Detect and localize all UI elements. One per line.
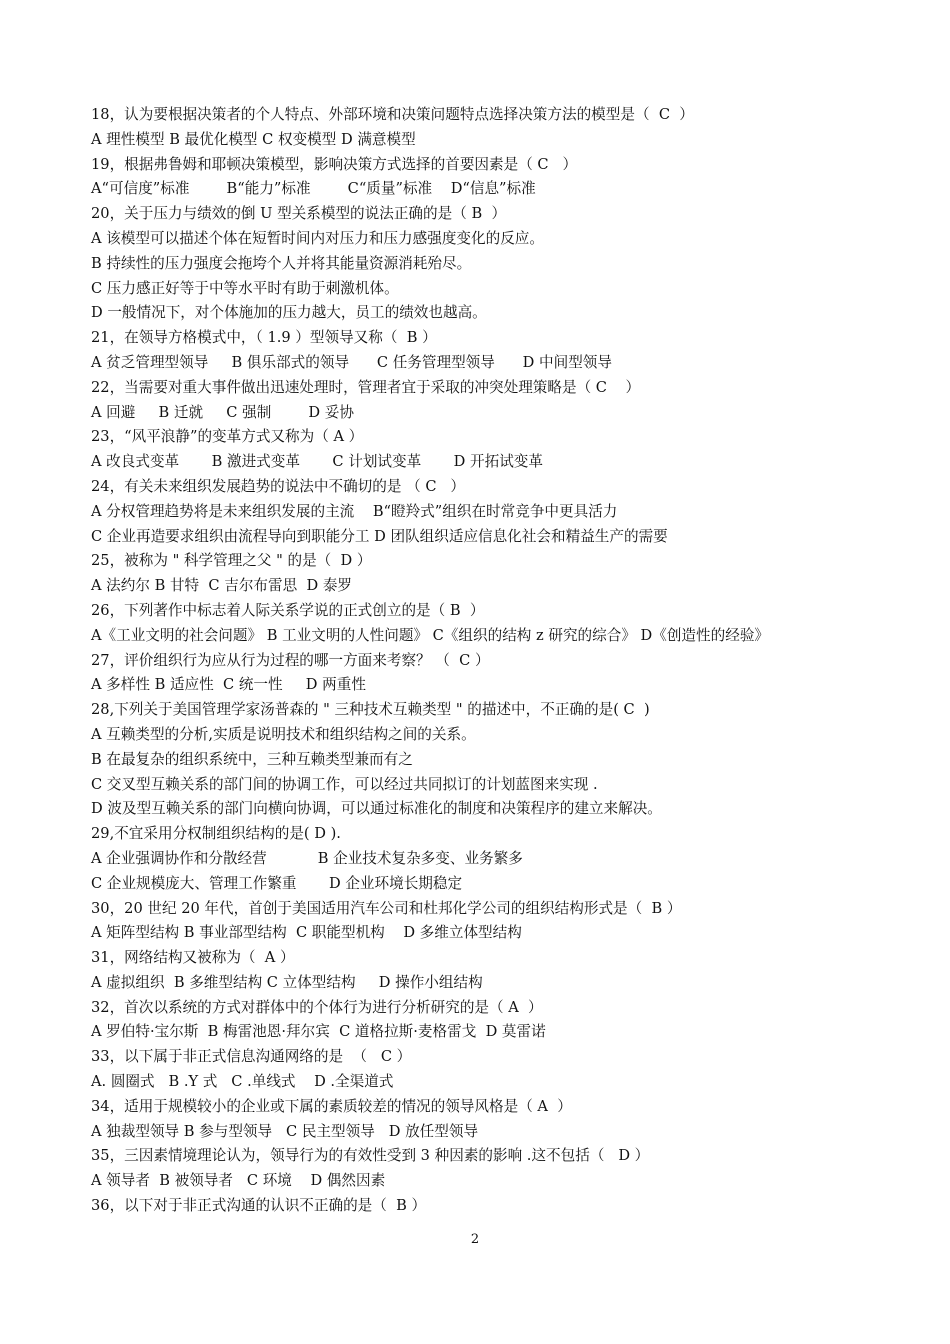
question-list [91,103,911,1219]
text-line: A 法约尔 B 甘特 C 吉尔布雷思 D 泰罗 [91,577,353,595]
text-line: 24，有关未来组织发展趋势的说法中不确切的是 （ C ） [91,477,465,495]
text-line: A《工业文明的社会问题》 B 工业文明的人性问题》 C《组织的结构 z 研究的综合》 D《创造性的经验》 [91,626,770,644]
text-line: C 压力感正好等于中等水平时有助于刺激机体。 [91,279,399,297]
text-line: 28,下列关于美国管理学家汤普森的 " 三种技术互赖类型 " 的描述中，不正确的是( C ) [91,701,650,719]
text-line: A 互赖类型的分析,实质是说明技术和组织结构之间的关系。 [91,725,476,743]
text-line: A 企业强调协作和分散经营 B 企业技术复杂多变、业务繁多 [91,849,523,867]
text-line: 33，以下属于非正式信息沟通网络的是 （ C ） [91,1048,412,1066]
text-line: A 罗伯特·宝尔斯 B 梅雷池恩·拜尔宾 C 道格拉斯·麦格雷戈 D 莫雷诺 [91,1023,546,1041]
text-line: A. 圆圈式 B .Y 式 C .单线式 D .全渠道式 [91,1073,394,1091]
text-line: 34，适用于规模较小的企业或下属的素质较差的情况的领导风格是（ A ） [91,1097,572,1115]
text-line: 27，评价组织行为应从行为过程的哪一方面来考察？ （ C ） [91,651,490,669]
text-line: 26，下列著作中标志着人际关系学说的正式创立的是（ B ） [91,601,485,619]
text-line: 35，三因素情境理论认为，领导行为的有效性受到 3 种因素的影响 .这不包括（ D ） [91,1147,650,1165]
text-line: 32，首次以系统的方式对群体中的个体行为进行分析研究的是（ A ） [91,998,543,1016]
text-line: A 虚拟组织 B 多维型结构 C 立体型结构 D 操作小组结构 [91,973,483,991]
text-line: 31，网络结构又被称为（ A ） [91,949,295,967]
text-line: A 理性模型 B 最优化模型 C 权变模型 D 满意模型 [91,130,416,148]
text-line: 19，根据弗鲁姆和耶顿决策模型，影响决策方式选择的首要因素是（ C ） [91,155,578,173]
text-line: 23，“风平浪静”的变革方式又称为（ A ） [91,428,364,446]
text-line: 20，关于压力与绩效的倒 U 型关系模型的说法正确的是（ B ） [91,205,507,223]
text-line: B 在最复杂的组织系统中，三种互赖类型兼而有之 [91,750,413,768]
text-line: C 交叉型互赖关系的部门间的协调工作，可以经过共同拟订的计划蓝图来实现 . [91,775,598,793]
text-line: A 回避 B 迁就 C 强制 D 妥协 [91,403,354,421]
text-line: A“可信度”标准 B“能力”标准 C“质量”标准 D“信息”标准 [91,180,536,198]
text-line: A 贫乏管理型领导 B 俱乐部式的领导 C 任务管理型领导 D 中间型领导 [91,353,612,371]
text-line: 22，当需要对重大事件做出迅速处理时，管理者宜于采取的冲突处理策略是（ C ） [91,378,641,396]
text-line: A 领导者 B 被领导者 C 环境 D 偶然因素 [91,1172,386,1190]
page-number: 2 [470,1232,480,1247]
text-line: 21，在领导方格模式中，（ 1.9 ）型领导又称（ B ） [91,329,437,347]
text-line: B 持续性的压力强度会拖垮个人并将其能量资源消耗殆尽。 [91,254,472,272]
text-line: A 分权管理趋势将是未来组织发展的主流 B“瞪羚式”组织在时常竞争中更具活力 [91,502,618,520]
text-line: D 波及型互赖关系的部门向横向协调，可以通过标准化的制度和决策程序的建立来解决。 [91,800,662,818]
text-line: 25，被称为 " 科学管理之父 " 的是（ D ） [91,552,372,570]
text-line: A 该模型可以描述个体在短暂时间内对压力和压力感强度变化的反应。 [91,229,544,247]
text-line: 29,不宜采用分权制组织结构的是( D ). [91,825,341,843]
text-line: C 企业规模庞大、管理工作繁重 D 企业环境长期稳定 [91,874,463,892]
text-line: 36，以下对于非正式沟通的认识不正确的是（ B ） [91,1197,427,1215]
text-line: D 一般情况下，对个体施加的压力越大，员工的绩效也越高。 [91,304,487,322]
text-line: A 矩阵型结构 B 事业部型结构 C 职能型机构 D 多维立体型结构 [91,924,522,942]
text-line: C 企业再造要求组织由流程导向到职能分工 D 团队组织适应信息化社会和精益生产的需要 [91,527,668,545]
text-line: 30，20 世纪 20 年代，首创于美国适用汽车公司和杜邦化学公司的组织结构形式是（ B ） [91,899,682,917]
text-line: A 多样性 B 适应性 C 统一性 D 两重性 [91,676,366,694]
text-line: 18，认为要根据决策者的个人特点、外部环境和决策问题特点选择决策方法的模型是（ C ） [91,106,694,123]
text-line: A 独裁型领导 B 参与型领导 C 民主型领导 D 放任型领导 [91,1122,479,1140]
text-line: A 改良式变革 B 激进式变革 C 计划试变革 D 开拓试变革 [91,453,543,471]
